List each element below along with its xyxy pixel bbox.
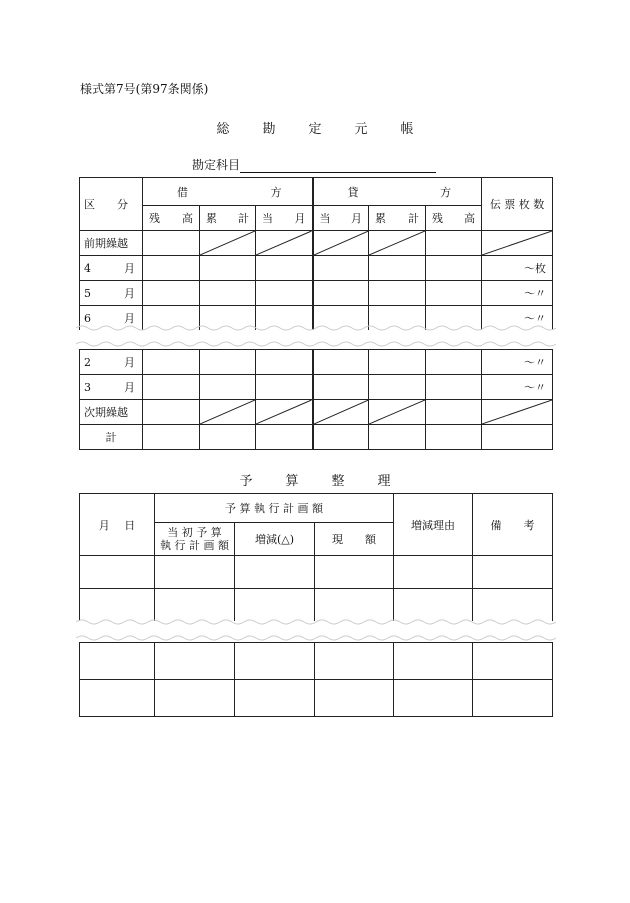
diagonal-cell	[313, 231, 369, 256]
credit-header: 貸 方	[313, 178, 482, 206]
account-subject	[192, 156, 436, 173]
table-row	[80, 231, 553, 256]
ledger-table-bottom	[79, 349, 553, 450]
ledger-title	[0, 118, 630, 137]
voucher-count-header: 伝 票 枚 数	[482, 178, 553, 231]
row-label: 5 月	[80, 281, 143, 306]
table-row	[80, 425, 553, 450]
remarks-header: 備 考	[473, 494, 553, 556]
diagonal-cell	[482, 400, 553, 425]
form-number: 様式第7号(第97条関係)	[80, 82, 209, 96]
cell	[426, 231, 482, 256]
voucher-count: ～〃	[482, 281, 553, 306]
table-row	[80, 375, 553, 400]
debit-month-header: 当 月	[256, 206, 313, 231]
title-char: 勘	[262, 122, 276, 137]
row-label: 6 月	[80, 306, 143, 331]
voucher-count: ～〃	[482, 375, 553, 400]
current-amount-header: 現 額	[315, 523, 394, 556]
diagonal-cell	[369, 231, 426, 256]
table-row	[80, 400, 553, 425]
diagonal-cell	[256, 400, 313, 425]
break-mark	[76, 324, 556, 332]
voucher-count: ～枚	[482, 256, 553, 281]
budget-table-top	[79, 493, 553, 621]
title-char: 定	[308, 122, 322, 137]
table-row	[80, 350, 553, 375]
debit-cumulative-header: 累 計	[200, 206, 256, 231]
diagonal-cell	[200, 400, 256, 425]
row-label: 2 月	[80, 350, 143, 375]
debit-balance-header: 残 高	[143, 206, 200, 231]
change-header: 増減(△)	[235, 523, 315, 556]
diagonal-cell	[369, 400, 426, 425]
row-label: 4 月	[80, 256, 143, 281]
title-char: 総	[216, 122, 230, 137]
voucher-count: ～〃	[482, 350, 553, 375]
budget-table-bottom	[79, 642, 553, 717]
diagonal-cell	[313, 400, 369, 425]
break-mark	[76, 340, 556, 348]
title-char: 帳	[400, 122, 414, 137]
table-row	[80, 589, 553, 622]
break-mark	[76, 618, 556, 626]
credit-balance-header: 残 高	[426, 206, 482, 231]
voucher-count: ～〃	[482, 306, 553, 331]
ledger-table-top	[79, 177, 553, 330]
table-row	[80, 680, 553, 717]
table-row	[80, 256, 553, 281]
month-day-header: 月 日	[80, 494, 155, 556]
title-char: 予	[239, 474, 253, 489]
title-char: 整	[331, 474, 345, 489]
budget-title	[0, 470, 630, 489]
account-subject-label: 勘定科目	[192, 158, 241, 172]
row-label: 前期繰越	[80, 231, 143, 256]
debit-header: 借 方	[143, 178, 313, 206]
row-label: 3 月	[80, 375, 143, 400]
title-char: 理	[377, 474, 391, 489]
division-header: 区 分	[80, 178, 143, 231]
initial-plan-header: 当 初 予 算 執 行 計 画 額	[155, 523, 235, 556]
table-row	[80, 643, 553, 680]
reason-header: 増減理由	[394, 494, 473, 556]
row-label: 計	[80, 425, 143, 450]
cell	[143, 231, 200, 256]
table-row	[80, 556, 553, 589]
diagonal-cell	[256, 231, 313, 256]
account-subject-line	[240, 158, 436, 173]
cell	[143, 400, 200, 425]
diagonal-cell	[482, 231, 553, 256]
row-label: 次期繰越	[80, 400, 143, 425]
title-char: 元	[354, 122, 368, 137]
credit-month-header: 当 月	[313, 206, 369, 231]
diagonal-cell	[200, 231, 256, 256]
cell	[426, 400, 482, 425]
table-row	[80, 281, 553, 306]
plan-amount-header: 予 算 執 行 計 画 額	[155, 494, 394, 523]
credit-cumulative-header: 累 計	[369, 206, 426, 231]
title-char: 算	[285, 474, 299, 489]
break-mark	[76, 634, 556, 642]
